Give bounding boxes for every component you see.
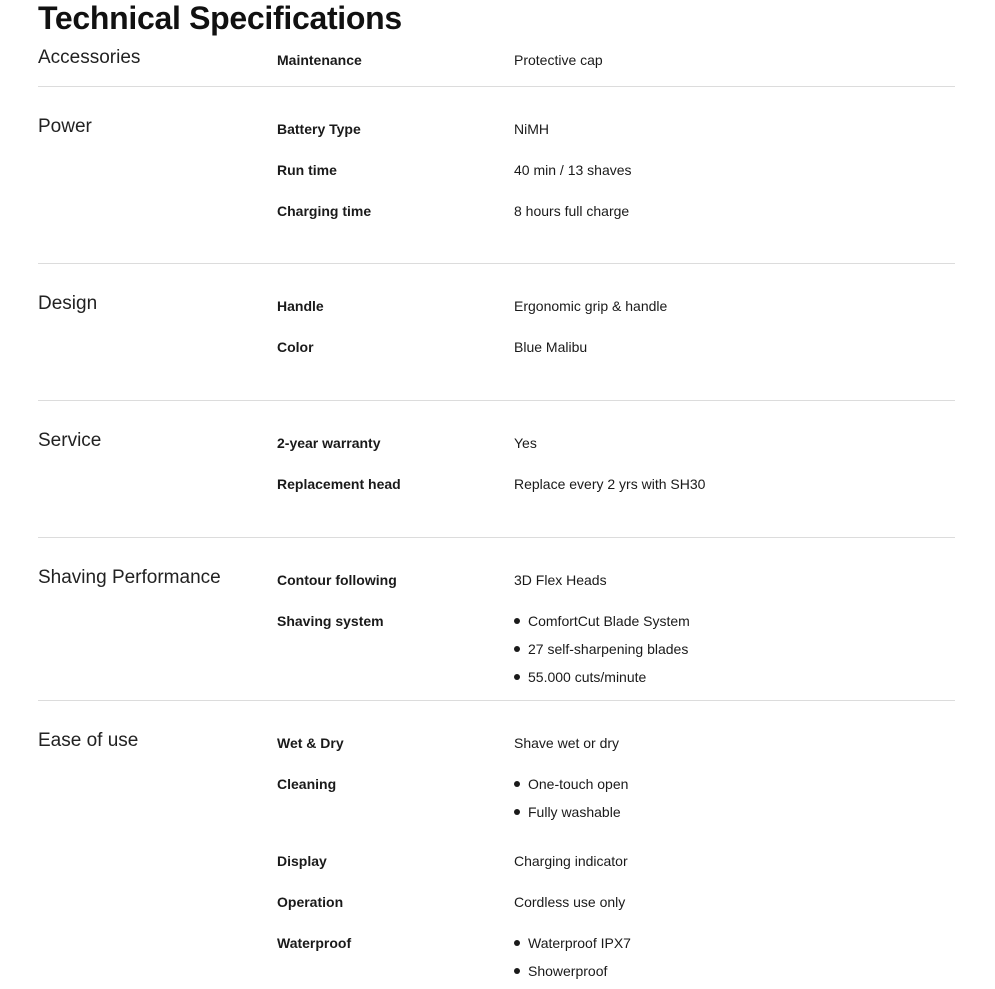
list-item-text: Waterproof IPX7 (528, 935, 631, 951)
bullet-icon (514, 940, 520, 946)
spec-label: Charging time (277, 203, 372, 219)
spec-value: Shave wet or dry (514, 735, 620, 751)
list-item-text: Showerproof (528, 963, 608, 979)
spec-value (514, 933, 631, 989)
bullet-icon (514, 646, 520, 652)
list-item (514, 611, 690, 639)
list-item-text: ComfortCut Blade System (528, 613, 690, 629)
section-title: Power (38, 116, 92, 137)
section-title: Ease of use (38, 730, 139, 751)
list-item-text: 27 self-sharpening blades (528, 641, 689, 657)
spec-label: Color (277, 339, 314, 355)
spec-label: Wet & Dry (277, 735, 344, 751)
spec-value: Charging indicator (514, 853, 628, 869)
page-title: Technical Specifications (38, 0, 402, 36)
spec-value: Yes (514, 435, 537, 451)
spec-value: 8 hours full charge (514, 203, 630, 219)
spec-value: NiMH (514, 121, 549, 137)
section-title: Service (38, 430, 102, 451)
section-title: Design (38, 293, 98, 314)
spec-label: Display (277, 853, 327, 869)
spec-label: Shaving system (277, 613, 384, 629)
spec-value (514, 774, 628, 830)
list-item (514, 639, 690, 667)
spec-value: Ergonomic grip & handle (514, 298, 668, 314)
bullet-icon (514, 968, 520, 974)
bullet-list (514, 774, 628, 830)
spec-value: 40 min / 13 shaves (514, 162, 632, 178)
section-title: Shaving Performance (38, 567, 221, 588)
section-ease-of-use (38, 701, 955, 989)
section-title: Accessories (38, 47, 141, 68)
bullet-list (514, 933, 631, 989)
spec-table (38, 42, 955, 989)
bullet-icon (514, 781, 520, 787)
bullet-icon (514, 809, 520, 815)
bullet-icon (514, 674, 520, 680)
spec-label: 2-year warranty (277, 435, 381, 451)
spec-label: Replacement head (277, 476, 401, 492)
spec-label: Contour following (277, 572, 397, 588)
list-item (514, 802, 628, 830)
bullet-list (514, 611, 690, 695)
spec-value (514, 611, 690, 695)
list-item-text: One-touch open (528, 776, 629, 792)
section-design (38, 264, 955, 401)
spec-value: Replace every 2 yrs with SH30 (514, 476, 706, 492)
spec-label: Run time (277, 162, 337, 178)
bullet-icon (514, 618, 520, 624)
spec-label: Maintenance (277, 52, 362, 68)
list-item (514, 774, 628, 802)
list-item (514, 667, 690, 695)
spec-value: 3D Flex Heads (514, 572, 607, 588)
section-power (38, 87, 955, 264)
list-item (514, 933, 631, 961)
section-shaving-performance (38, 538, 955, 701)
list-item-text: Fully washable (528, 804, 621, 820)
section-service (38, 401, 955, 538)
spec-label: Handle (277, 298, 324, 314)
spec-label: Operation (277, 894, 344, 910)
list-item-text: 55.000 cuts/minute (528, 669, 647, 685)
spec-value: Blue Malibu (514, 339, 588, 355)
spec-value: Protective cap (514, 52, 603, 68)
spec-value: Cordless use only (514, 894, 626, 910)
section-accessories (38, 42, 955, 87)
spec-label: Waterproof (277, 935, 352, 951)
spec-label: Battery Type (277, 121, 361, 137)
spec-label: Cleaning (277, 776, 337, 792)
